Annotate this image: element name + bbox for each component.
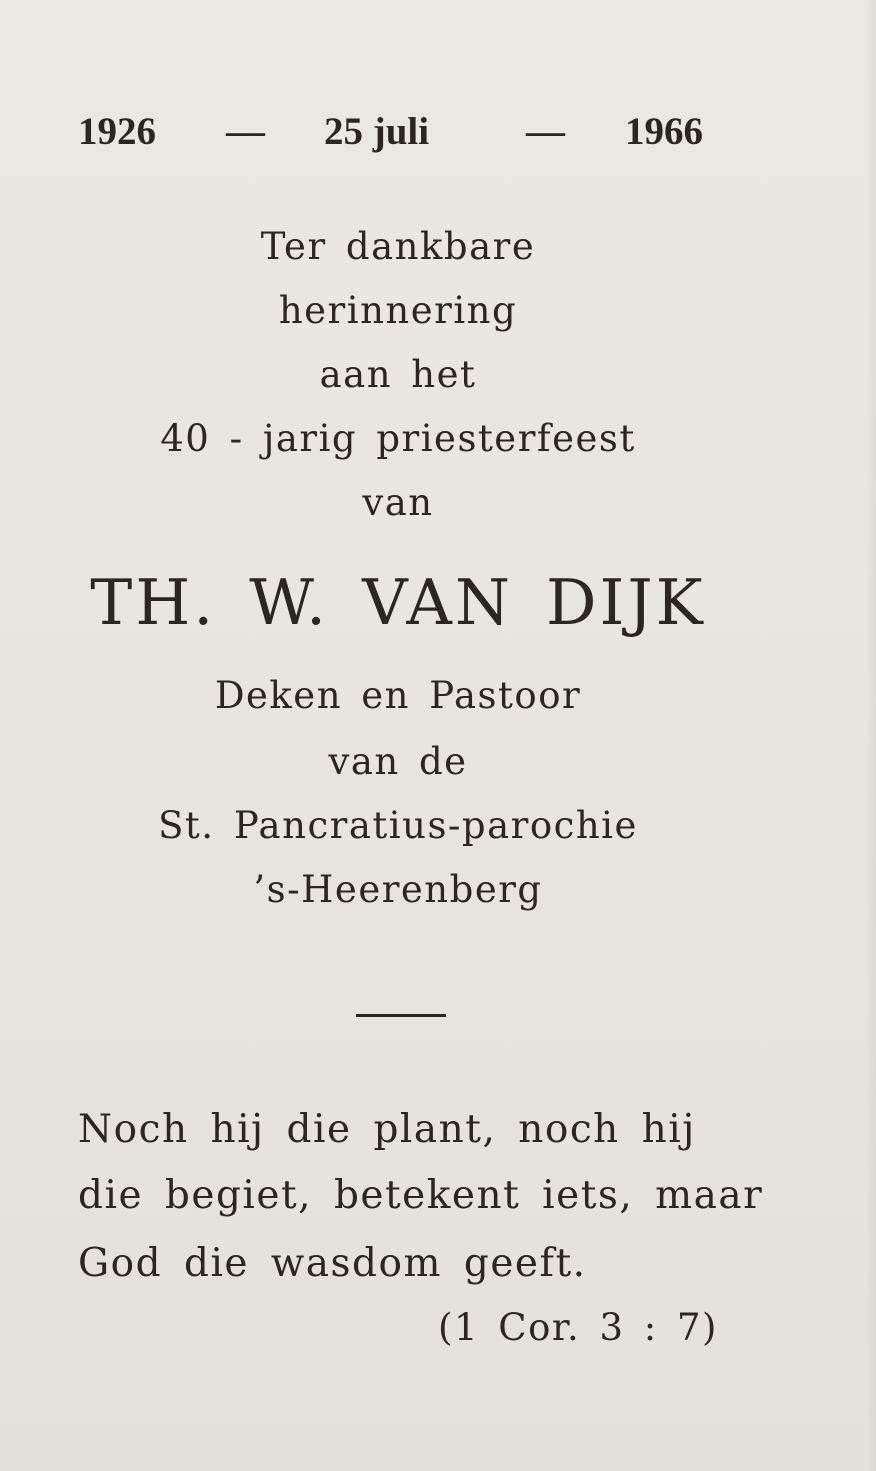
title-line: Deken en Pastoor: [214, 674, 582, 717]
quote-reference: (1 Cor. 3 : 7): [438, 1306, 718, 1349]
dedication-line: aan het: [319, 353, 477, 396]
title-line: van de: [328, 740, 468, 783]
divider-rule: [356, 1014, 446, 1017]
date-line: [78, 108, 718, 156]
priest-name: TH. W. VAN DIJK: [90, 566, 706, 639]
dedication-line: van: [362, 481, 434, 524]
anniversary-date: 25 juli: [324, 110, 430, 153]
dedication-line: 40 - jarig priesterfeest: [160, 417, 636, 460]
quote-line: God die wasdom geeft.: [78, 1241, 587, 1286]
date-separator: —: [526, 110, 565, 153]
year-start: 1926: [78, 110, 156, 153]
date-separator: —: [226, 110, 265, 153]
title-line: St. Pancratius-parochie: [158, 804, 638, 847]
quote-line: Noch hij die plant, noch hij: [78, 1107, 696, 1152]
year-end: 1966: [625, 110, 703, 153]
dedication-line: Ter dankbare: [260, 225, 536, 268]
dedication-line: herinnering: [278, 289, 518, 332]
quote-line: die begiet, betekent iets, maar: [78, 1173, 764, 1218]
title-line: ’s-Heerenberg: [253, 868, 543, 911]
